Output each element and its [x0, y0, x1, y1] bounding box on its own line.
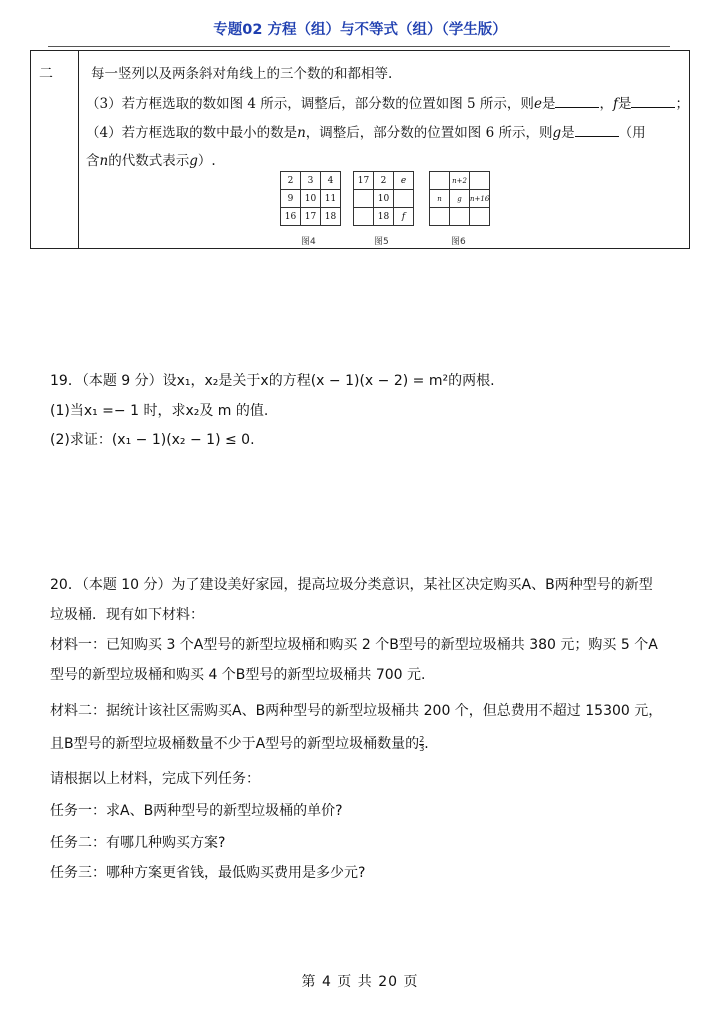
- grid-cell: f: [394, 208, 414, 226]
- grid-cell: 3: [301, 172, 321, 190]
- answer-blank-g[interactable]: [575, 124, 619, 137]
- box-line-2-post: 是: [617, 96, 632, 112]
- q20-line-3: 材料一：已知购买 3 个A型号的新型垃圾桶和购买 2 个B型号的新型垃圾桶共 380 元；购买 5 个A: [50, 637, 658, 653]
- q20-line-6-text: 且B型号的新型垃圾桶数量不少于A型号的新型垃圾桶数量的: [50, 736, 420, 752]
- grid-cell: [354, 190, 374, 208]
- var-f: f: [612, 96, 618, 112]
- q20-line-4: 型号的新型垃圾桶和购买 4 个B型号的新型垃圾桶共 700 元.: [50, 667, 426, 683]
- grid-cell: n: [430, 190, 450, 208]
- answer-blank-f[interactable]: [631, 95, 675, 108]
- q20-task-1: 任务一：求A、B两种型号的新型垃圾桶的单价?: [50, 803, 343, 819]
- var-g-2: g: [189, 153, 198, 169]
- figure-5-caption: 图5: [374, 237, 389, 247]
- grid-cell: 17: [354, 172, 374, 190]
- box-line-3-mid: ，调整后，部分数的位置如图 6 所示，则: [305, 125, 553, 141]
- grid-cell: [470, 208, 490, 226]
- box-line-3-text: （4）若方框选取的数中最小的数是: [86, 125, 298, 141]
- q20-task-3: 任务三：哪种方案更省钱，最低购买费用是多少元?: [50, 865, 366, 881]
- grid-cell: 9: [281, 190, 301, 208]
- grid-cell: 18: [321, 208, 341, 226]
- fraction-numerator: 2: [419, 734, 425, 744]
- q20-line-1: 20．（本题 10 分）为了建设美好家园，提高垃圾分类意识，某社区决定购买A、B两种型号的新型: [50, 577, 653, 593]
- q19-line-1: 19．（本题 9 分）设x₁，x₂是关于x的方程(x − 1)(x − 2) = m²的两根.: [50, 373, 495, 389]
- box-line-2-text: （3）若方框选取的数如图 4 所示，调整后，部分数的位置如图 5 所示，则: [86, 96, 534, 112]
- q20-line-5: 材料二：据统计该社区需购买A、B两种型号的新型垃圾桶共 200 个，但总费用不超过 15300 元，: [50, 703, 663, 719]
- grid-cell: n+2: [450, 172, 470, 190]
- var-g: g: [552, 125, 562, 141]
- grid-cell: 4: [321, 172, 341, 190]
- box-line-2: [86, 92, 689, 112]
- box-line-3: [86, 121, 646, 141]
- q19-line-3: (2)求证：(x₁ − 1)(x₂ − 1) ≤ 0.: [50, 432, 255, 448]
- var-n: n: [297, 125, 306, 141]
- box-line-4-mid: 的代数式表示: [108, 153, 190, 169]
- var-e: e: [533, 96, 542, 112]
- q20-line-6-end: .: [424, 736, 429, 752]
- grid-cell: e: [394, 172, 414, 190]
- box-line-2-sep: ，: [599, 96, 613, 112]
- grid-cell: 10: [301, 190, 321, 208]
- q20-task-2: 任务二：有哪几种购买方案?: [50, 835, 226, 851]
- grid-cell: 2: [374, 172, 394, 190]
- figure-4-caption: 图4: [301, 237, 316, 247]
- box-line-2-mid: 是: [541, 96, 556, 112]
- grid-cell: 11: [321, 190, 341, 208]
- var-n-2: n: [99, 153, 109, 169]
- page-header-title: 专题02 方程（组）与不等式（组）（学生版）: [213, 22, 507, 38]
- grid-cell: [430, 208, 450, 226]
- grid-cell: [470, 172, 490, 190]
- grid-cell: g: [450, 190, 470, 208]
- question-box: [30, 50, 690, 249]
- grid-cell: 18: [374, 208, 394, 226]
- grid-cell: 10: [374, 190, 394, 208]
- grid-cell: 16: [281, 208, 301, 226]
- fraction-denominator: 3: [419, 743, 425, 753]
- box-line-4-end: ）.: [197, 153, 216, 169]
- grid-cell: [430, 172, 450, 190]
- q19-line-2: (1)当x₁ =− 1 时，求x₂及 m 的值.: [50, 403, 269, 419]
- figure-4-grid: [280, 171, 341, 226]
- q20-line-6: [50, 733, 429, 753]
- answer-blank-e[interactable]: [555, 95, 599, 108]
- box-line-4: [86, 149, 216, 169]
- page-footer: 第 4 页 共 20 页: [301, 974, 419, 990]
- figure-6-grid: [429, 171, 490, 226]
- figure-5-grid: [353, 171, 414, 226]
- q20-line-2: 垃圾桶．现有如下材料：: [50, 607, 204, 623]
- figure-6-caption: 图6: [451, 237, 466, 247]
- grid-cell: 2: [281, 172, 301, 190]
- box-line-1: 每一竖列以及两条斜对角线上的三个数的和都相等.: [91, 66, 393, 82]
- box-label: 二: [39, 66, 53, 82]
- header-rule: [48, 46, 670, 47]
- box-line-2-end: ；: [675, 96, 689, 112]
- grid-cell: [354, 208, 374, 226]
- grid-cell: [394, 190, 414, 208]
- box-line-3-end: （用: [618, 125, 646, 141]
- box-line-3-post: 是: [561, 125, 575, 141]
- box-line-4-pre: 含: [86, 153, 100, 169]
- grid-cell: n+16: [470, 190, 490, 208]
- box-divider: [78, 51, 79, 248]
- q20-line-7: 请根据以上材料，完成下列任务：: [50, 771, 260, 787]
- grid-cell: [450, 208, 470, 226]
- grid-cell: 17: [301, 208, 321, 226]
